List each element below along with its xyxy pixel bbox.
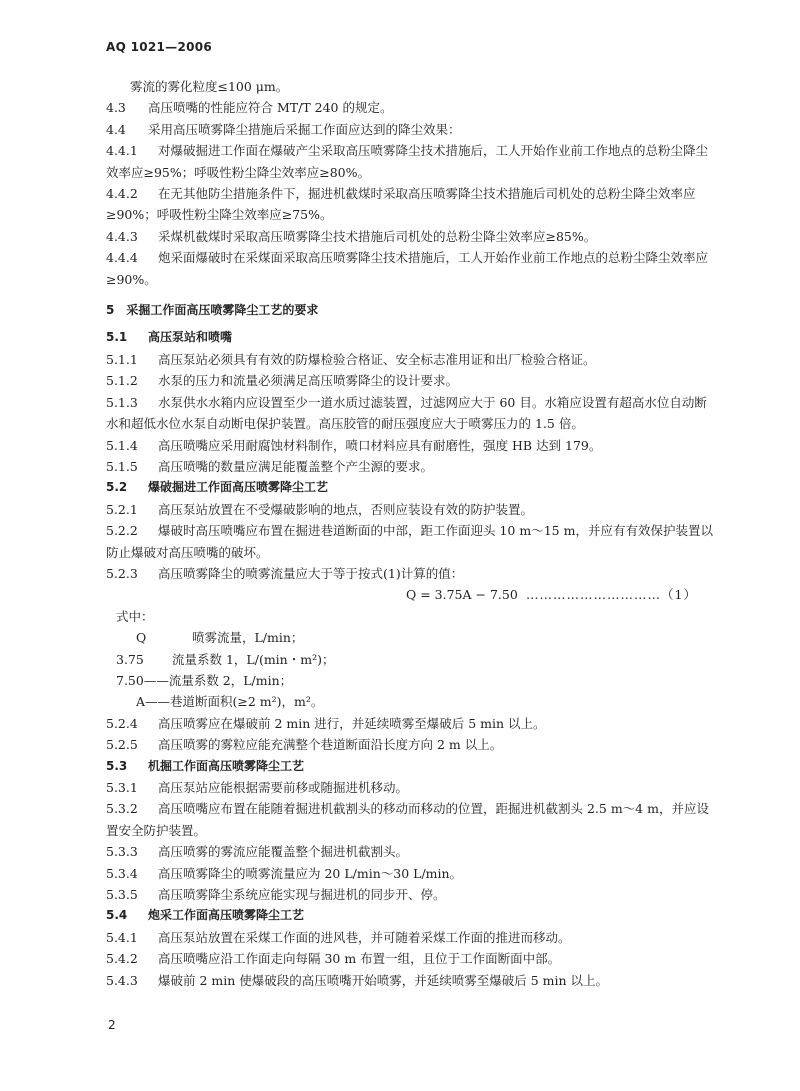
document-body [106, 76, 716, 991]
clause-5-3-5: 5.3.5 高压喷雾降尘系统应能实现与掘进机的同步开、停。 [106, 887, 446, 903]
where-label: 式中： [116, 608, 154, 624]
formula-expression: Q = 3.75A − 7.50 [406, 587, 518, 603]
clause-4-3: 4.3 高压喷嘴的性能应符合 MT/T 240 的规定。 [106, 100, 393, 116]
clause-5-1-4: 5.1.4 高压喷嘴应采用耐腐蚀材料制作，喷口材料应具有耐磨性，强度 HB 达到 179。 [106, 437, 602, 453]
clause-4-4: 4.4 采用高压喷雾降尘措施后采掘工作面应达到的降尘效果： [106, 121, 461, 137]
clause-4-4-1: 4.4.1 对爆破掘进工作面在爆破产尘采取高压喷雾降尘技术措施后，工人开始作业前工作地点的总粉尘降尘效率应≥95%；呼吸性粉尘降尘效率应≥80%。 [106, 143, 709, 180]
clause-4-4-3: 4.4.3 采煤机截煤时采取高压喷雾降尘技术措施后司机处的总粉尘降尘效率应≥85%。 [106, 228, 597, 244]
clause-5-1-5: 5.1.5 高压喷嘴的数量应满足能覆盖整个产尘源的要求。 [106, 458, 434, 474]
definition-a: A——巷道断面积(≥2 m²)，m²。 [136, 694, 324, 710]
clause-5-3: 5.3 机掘工作面高压喷雾降尘工艺 [106, 758, 305, 773]
clause-5-1: 5.1 高压泵站和喷嘴 [106, 330, 233, 345]
clause-5-4-2: 5.4.2 高压喷嘴应沿工作面走向每隔 30 m 布置一组，且位于工作面断面中部。 [106, 951, 561, 967]
clause-4-4-4: 4.4.4 炮采面爆破时在采煤面采取高压喷雾降尘技术措施后，工人开始作业前工作地点的总粉尘降尘效率应≥90%。 [106, 250, 709, 287]
clause-5-3-1: 5.3.1 高压泵站应能根据需要前移或随掘进机移动。 [106, 779, 409, 795]
definition-coef-1: 3.75 流量系数 1，L/(min・m²)； [116, 651, 335, 667]
clause-5-3-2: 5.3.2 高压喷嘴应布置在能随着掘进机截割头的移动而移动的位置，距掘进机截割头 2.5 m～4 m，并应设置安全防护装置。 [106, 801, 709, 838]
clause-5-2-3: 5.2.3 高压喷雾降尘的喷雾流量应大于等于按式(1)计算的值： [106, 565, 464, 581]
clause-5-2-4: 5.2.4 高压喷雾应在爆破前 2 min 进行，并延续喷雾至爆破后 5 min 以上。 [106, 715, 546, 731]
clause-5-4-1: 5.4.1 高压泵站放置在采煤工作面的进风巷，并可随着采煤工作面的推进而移动。 [106, 929, 571, 945]
formula-1 [106, 584, 716, 605]
clause-5-1-2: 5.1.2 水泵的压力和流量必须满足高压喷雾降尘的设计要求。 [106, 373, 459, 389]
document-code-header: AQ 1021—2006 [106, 40, 213, 54]
formula-number: …………………………（1） [526, 587, 697, 603]
clause-5-2: 5.2 爆破掘进工作面高压喷雾降尘工艺 [106, 480, 329, 495]
clause-5-2-5: 5.2.5 高压喷雾的雾粒应能充满整个巷道断面沿长度方向 2 m 以上。 [106, 737, 503, 753]
page-number: 2 [108, 1018, 116, 1032]
formula-definitions [106, 606, 716, 713]
definition-coef-2: 7.50——流量系数 2，L/min； [116, 672, 293, 688]
clause-5-2-2: 5.2.2 爆破时高压喷嘴应布置在掘进巷道断面的中部，距工作面迎头 10 m～15 m，并应有有效保护装置以防止爆破对高压喷嘴的破坏。 [106, 523, 713, 560]
clause-5-3-3: 5.3.3 高压喷雾的雾流应能覆盖整个掘进机截割头。 [106, 844, 409, 860]
clause-4-4-2: 4.4.2 在无其他防尘措施条件下，掘进机截煤时采取高压喷雾降尘技术措施后司机处的总粉尘降尘效率应≥90%；呼吸性粉尘降尘效率应≥75%。 [106, 186, 696, 223]
section-5-heading: 5 采掘工作面高压喷雾降尘工艺的要求 [106, 303, 319, 318]
paragraph-line: 雾流的雾化粒度≤100 μm。 [130, 79, 289, 94]
clause-5-1-1: 5.1.1 高压泵站必须具有有效的防爆检验合格证、安全标志准用证和出厂检验合格证。 [106, 351, 596, 367]
definition-q: Q 喷雾流量，L/min； [136, 630, 304, 646]
clause-5-2-1: 5.2.1 高压泵站放置在不受爆破影响的地点，否则应装设有效的防护装置。 [106, 501, 534, 517]
clause-5-4-3: 5.4.3 爆破前 2 min 使爆破段的高压喷嘴开始喷雾，并延续喷雾至爆破后 5 min 以上。 [106, 972, 609, 988]
clause-5-4: 5.4 炮采工作面高压喷雾降尘工艺 [106, 908, 305, 923]
clause-5-3-4: 5.3.4 高压喷雾降尘的喷雾流量应为 20 L/min～30 L/min。 [106, 865, 463, 881]
clause-5-1-3: 5.1.3 水泵供水水箱内应设置至少一道水质过滤装置，过滤网应大于 60 目。水箱应设置有超高水位自动断水和超低水位水泵自动断电保护装置。高压胶管的耐压强度应大于喷雾压力的 1.5 倍。 [106, 394, 707, 432]
